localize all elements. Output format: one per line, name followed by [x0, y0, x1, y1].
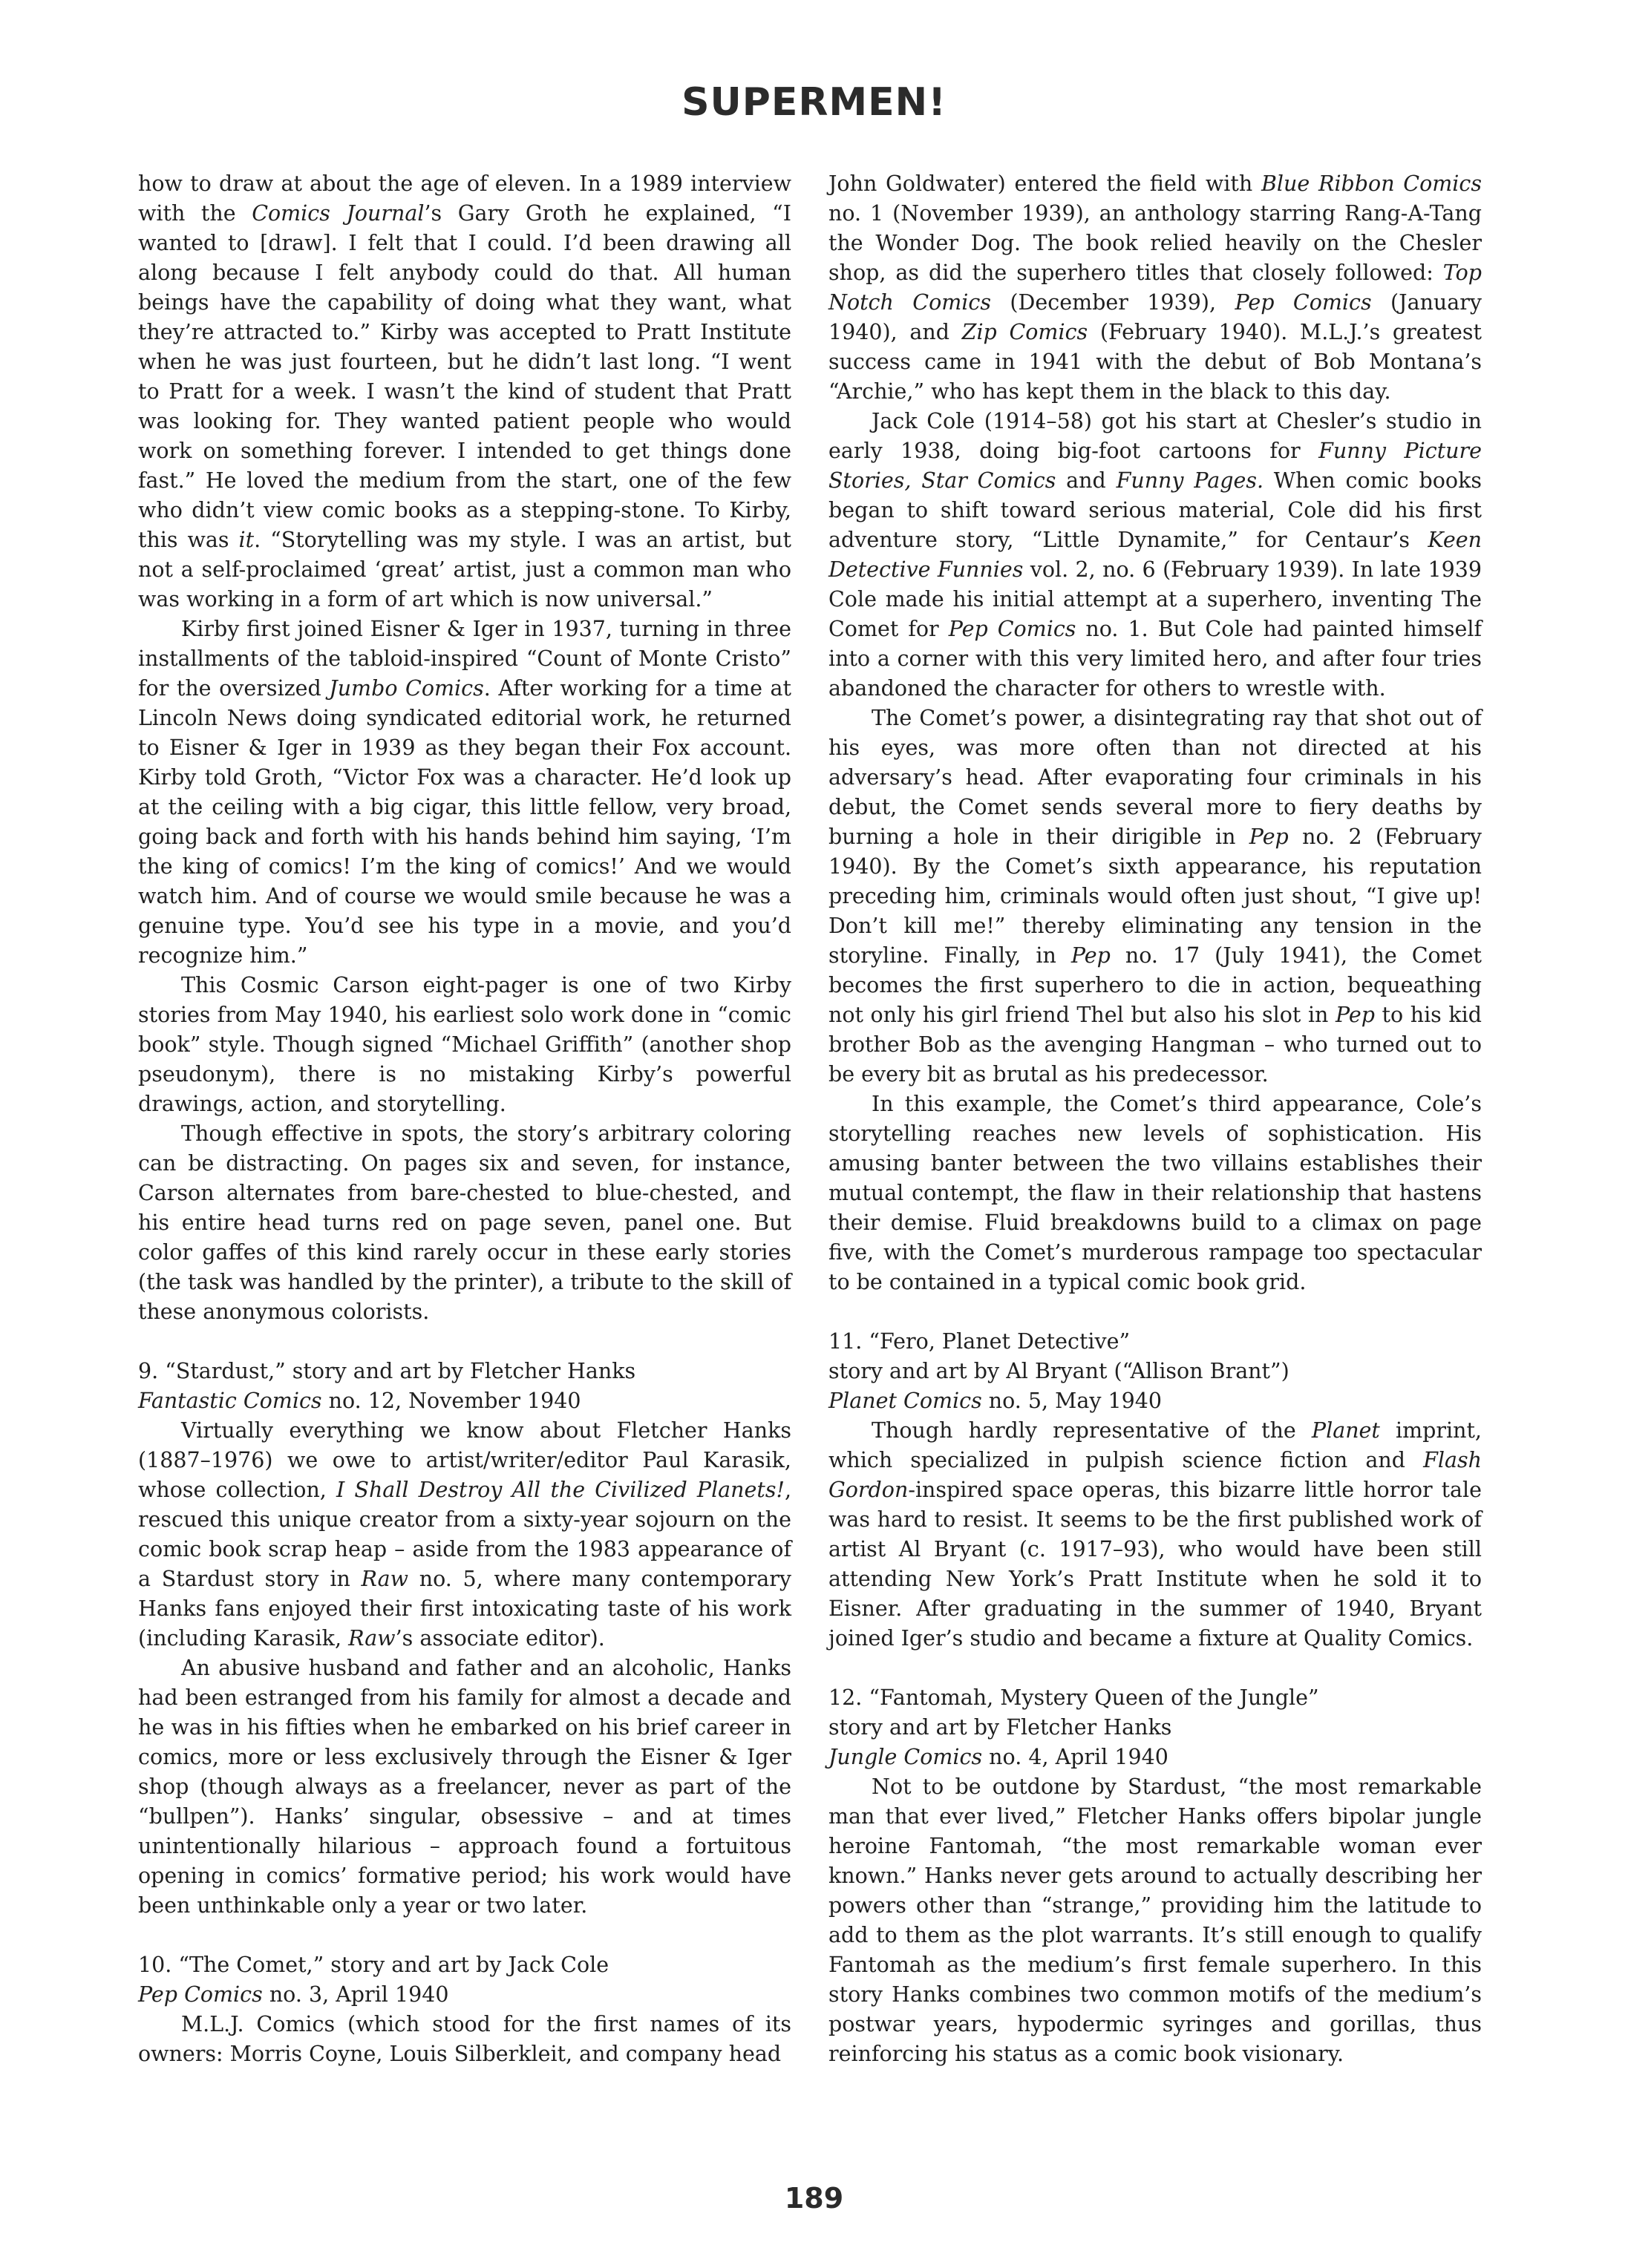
- right-column: [828, 169, 1482, 2069]
- entry-publication: [828, 1743, 1482, 1772]
- text-run: Not to be outdone by Stardust, “the most remarkable man that ever lived,” Fletcher Hanks offers bipolar jungle heroine Fantomah, “the most remarkable woman ever known.” Hanks never gets around to actually describing her powers other than “strange,” providing him the latitude to add to them as the plot warrants. It’s still enough to qualify Fantomah as the medium’s first female superhero. In this story Hanks combines two common motifs of the medium’s postwar years, hypodermic syringes and gorillas, thus reinforcing his status as a comic book visionary.: [828, 1774, 1482, 2066]
- text-run: . “Storytelling was my style. I was an artist, but not a self-proclaimed ‘great’ artist, just a common man who was working in a form of art which is now universal.”: [138, 528, 791, 612]
- paragraph: [828, 1772, 1482, 2069]
- italic-text: Funny Pages.: [1116, 468, 1264, 493]
- paragraph: [828, 1416, 1482, 1654]
- text-run: In this example, the Comet’s third appearance, Cole’s storytelling reaches new levels of sophistication. His amusing banter between the two villains establishes their mutual contempt, the flaw in their relationship that hastens their demise. Fluid breakdowns build to a climax on page five, with the Comet’s murderous rampage too spectacular to be contained in a typical comic book grid.: [828, 1092, 1482, 1294]
- text-run: This Cosmic Carson eight-pager is one of two Kirby stories from May 1940, his earliest solo work done in “comic book” style. Though signed “Michael Griffith” (another shop pseudonym), there is no mistaking Kirby’s powerful drawings, action, and storytelling.: [138, 973, 791, 1116]
- text-run: Kirby first joined Eisner & Iger in 1937, turning in three installments of the tabloid-inspired “Count of Monte Cristo” for the oversized: [138, 617, 791, 701]
- italic-text: I Shall Destroy All the Civilized Planets!: [336, 1478, 785, 1502]
- publication-title: Jungle Comics: [828, 1745, 983, 1769]
- text-run: Virtually everything we know about Fletcher Hanks (1887–1976) we owe to artist/writer/editor Paul Karasik, whose collection,: [138, 1418, 791, 1502]
- text-run: no. 1. But Cole had painted himself into a corner with this very limited hero, and after four tries abandoned the character for others to wrestle with.: [828, 617, 1482, 701]
- entry-title: 11. “Fero, Planet Detective”: [828, 1329, 1131, 1354]
- text-run: and: [1056, 468, 1117, 493]
- text-run: Jack Cole (1914–58) got his start at Chesler’s studio in early 1938, doing big-foot cartoons for: [828, 409, 1482, 463]
- text-run: (January 1940), and: [828, 290, 1482, 344]
- entry-credit: story and art by Al Bryant (“Allison Brant”): [828, 1359, 1289, 1383]
- entry-publication: [138, 1386, 791, 1416]
- text-run: Though effective in spots, the story’s arbitrary coloring can be distracting. On pages six and seven, for instance, Carson alternates from bare-chested to blue-chested, and his entire head turns red on page seven, panel one. But color gaffes of this kind rarely occur in these early stories (the task was handled by the printer), a tribute to the skill of these anonymous colorists.: [138, 1121, 791, 1324]
- entry-title: 10. “The Comet,” story and art by Jack Cole: [138, 1953, 609, 1977]
- page-number: 189: [784, 2182, 844, 2215]
- paragraph: [138, 971, 791, 1119]
- italic-text: Pep Comics: [1235, 290, 1372, 315]
- left-column: [138, 169, 791, 2069]
- italic-text: Raw: [348, 1626, 396, 1651]
- entry-heading-12: [828, 1683, 1482, 1772]
- italic-text: Pep: [1249, 825, 1289, 849]
- text-run: (February 1940). M.L.J.’s greatest success came in 1941 with the debut of Bob Montana’s “Archie,” who has kept them in the black to this day.: [828, 320, 1482, 404]
- paragraph: [828, 169, 1482, 407]
- text-run: no. 1 (November 1939), an anthology starring Rang-A-Tang the Wonder Dog. The book relied heavily on the Chesler shop, as did the superhero titles that closely followed:: [828, 201, 1482, 285]
- italic-text: Pep: [1070, 943, 1111, 968]
- text-run: ’s Gary Groth he explained, “I wanted to [draw]. I felt that I could. I’d been drawing all along because I felt anybody could do that. All human beings have the capability of doing what they want, what they’re attracted to.” Kirby was accepted to Pratt Institute when he was just fourteen, but he didn’t last long. “I went to Pratt for a week. I wasn’t the kind of student that Pratt was looking for. They wanted patient people who would work on something forever. I intended to get things done fast.” He loved the medium from the start, one of the few who didn’t view comic books as a stepping-stone. To Kirby, this was: [138, 201, 791, 552]
- italic-text: Zip Comics: [961, 320, 1088, 344]
- entry-title: 12. “Fantomah, Mystery Queen of the Jungle”: [828, 1685, 1319, 1710]
- text-run: no. 5, where many contemporary Hanks fans enjoyed their first intoxicating taste of his work (including Karasik,: [138, 1567, 792, 1651]
- running-head: SUPERMEN!: [681, 80, 947, 125]
- entry-credit: story and art by Fletcher Hanks: [828, 1715, 1172, 1740]
- italic-text: Comics Journal: [252, 201, 425, 226]
- paragraph: [138, 1416, 791, 1654]
- entry-publication: [138, 1980, 791, 2010]
- italic-text: Funny Picture Stories, Star Comics: [828, 439, 1482, 493]
- text-run: no. 2 (February 1940). By the Comet’s sixth appearance, his reputation preceding him, criminals would often just shout, “I give up! Don’t kill me!” thereby eliminating any tension in the storyline. Finally, in: [828, 825, 1482, 968]
- paragraph: [138, 614, 791, 971]
- text-run: An abusive husband and father and an alcoholic, Hanks had been estranged from his family for almost a decade and he was in his fifties when he embarked on his brief career in comics, more or less exclusively through the Eisner & Iger shop (though always as a freelancer, never as part of the “bullpen”). Hanks’ singular, obsessive – and at times unintentionally hilarious – approach found a fortuitous opening in comics’ formative period; his work would have been unthinkable only a year or two later.: [138, 1656, 791, 1918]
- entry-title: 9. “Stardust,” story and art by Fletcher Hanks: [138, 1359, 636, 1383]
- italic-text: Pep Comics: [948, 617, 1076, 641]
- paragraph: [138, 1119, 791, 1327]
- text-run: When comic books began to shift toward serious material, Cole did his first adventure story, “Little Dynamite,” for Centaur’s: [828, 468, 1482, 552]
- italic-text: Jumbo Comics: [329, 676, 484, 701]
- italic-text: it: [238, 528, 255, 552]
- italic-text: Pep: [1335, 1003, 1375, 1027]
- publication-title: Planet Comics: [828, 1389, 982, 1413]
- publication-issue: no. 3, April 1940: [262, 1982, 449, 2007]
- publication-title: Pep Comics: [138, 1982, 263, 2007]
- publication-title: Fantastic Comics: [138, 1389, 322, 1413]
- italic-text: Planet: [1311, 1418, 1380, 1443]
- text-run: imprint, which specialized in pulpish science fiction and: [828, 1418, 1482, 1472]
- paragraph: [138, 169, 791, 614]
- text-run: The Comet’s power, a disintegrating ray that shot out of his eyes, was more often than not directed at his adversary’s head. After evaporating four criminals in his debut, the Comet sends several more to fiery deaths by burning a hole in their dirigible in: [828, 706, 1482, 849]
- entry-publication: [828, 1386, 1482, 1416]
- text-run: how to draw at about the age of eleven. In a 1989 interview with the: [138, 171, 791, 226]
- text-run: no. 17 (July 1941), the Comet becomes the first superhero to die in action, bequeathing not only his girl friend Thel but also his slot in: [828, 943, 1482, 1027]
- italic-text: Blue Ribbon Comics: [1261, 171, 1482, 196]
- italic-text: Raw: [361, 1567, 409, 1591]
- text-run: , rescued this unique creator from a sixty-year sojourn on the comic book scrap heap – aside from the 1983 appearance of a Stardust story in: [138, 1478, 791, 1591]
- text-run: to his kid brother Bob as the avenging Hangman – who turned out to be every bit as brutal as his predecessor.: [828, 1003, 1482, 1087]
- text-run: (December 1939),: [991, 290, 1235, 315]
- publication-issue: no. 12, November 1940: [321, 1389, 581, 1413]
- paragraph: [828, 407, 1482, 704]
- text-run: ’s associate editor).: [395, 1626, 605, 1651]
- text-run: John Goldwater) entered the field with: [828, 171, 1261, 196]
- entry-heading-10: [138, 1950, 791, 2010]
- entry-heading-11: [828, 1327, 1482, 1416]
- italic-text: Keen Detective Funnies: [828, 528, 1482, 582]
- text-run: vol. 2, no. 6 (February 1939). In late 1939 Cole made his initial attempt at a superhero, inventing The Comet for: [828, 557, 1482, 641]
- paragraph: [138, 2010, 791, 2069]
- publication-issue: no. 5, May 1940: [981, 1389, 1163, 1413]
- entry-heading-9: [138, 1357, 791, 1416]
- text-run: -inspired space operas, this bizarre little horror tale was hard to resist. It seems to be the first published work of artist Al Bryant (c. 1917–93), who would have been still attending New York’s Pratt Institute when he sold it to Eisner. After graduating in the summer of 1940, Bryant joined Iger’s studio and became a fixture at Quality Comics.: [828, 1478, 1482, 1651]
- paragraph: [138, 1654, 791, 1921]
- paragraph: [828, 1089, 1482, 1297]
- publication-issue: no. 4, April 1940: [982, 1745, 1168, 1769]
- text-run: M.L.J. Comics (which stood for the first names of its owners: Morris Coyne, Louis Silberkleit, and company head: [138, 2012, 791, 2066]
- italic-text: Top Notch Comics: [828, 260, 1482, 315]
- text-run: . After working for a time at Lincoln News doing syndicated editorial work, he returned to Eisner & Iger in 1939 as they began their Fox account. Kirby told Groth, “Victor Fox was a character. He’d look up at the ceiling with a big cigar, this little fellow, very broad, going back and forth with his hands behind him saying, ‘I’m the king of comics! I’m the king of comics!’ And we would watch him. And of course we would smile because he was a genuine type. You’d see his type in a movie, and you’d recognize him.”: [138, 676, 791, 968]
- paragraph: [828, 704, 1482, 1089]
- text-run: Though hardly representative of the: [872, 1418, 1312, 1443]
- italic-text: Flash Gordon: [828, 1448, 1482, 1502]
